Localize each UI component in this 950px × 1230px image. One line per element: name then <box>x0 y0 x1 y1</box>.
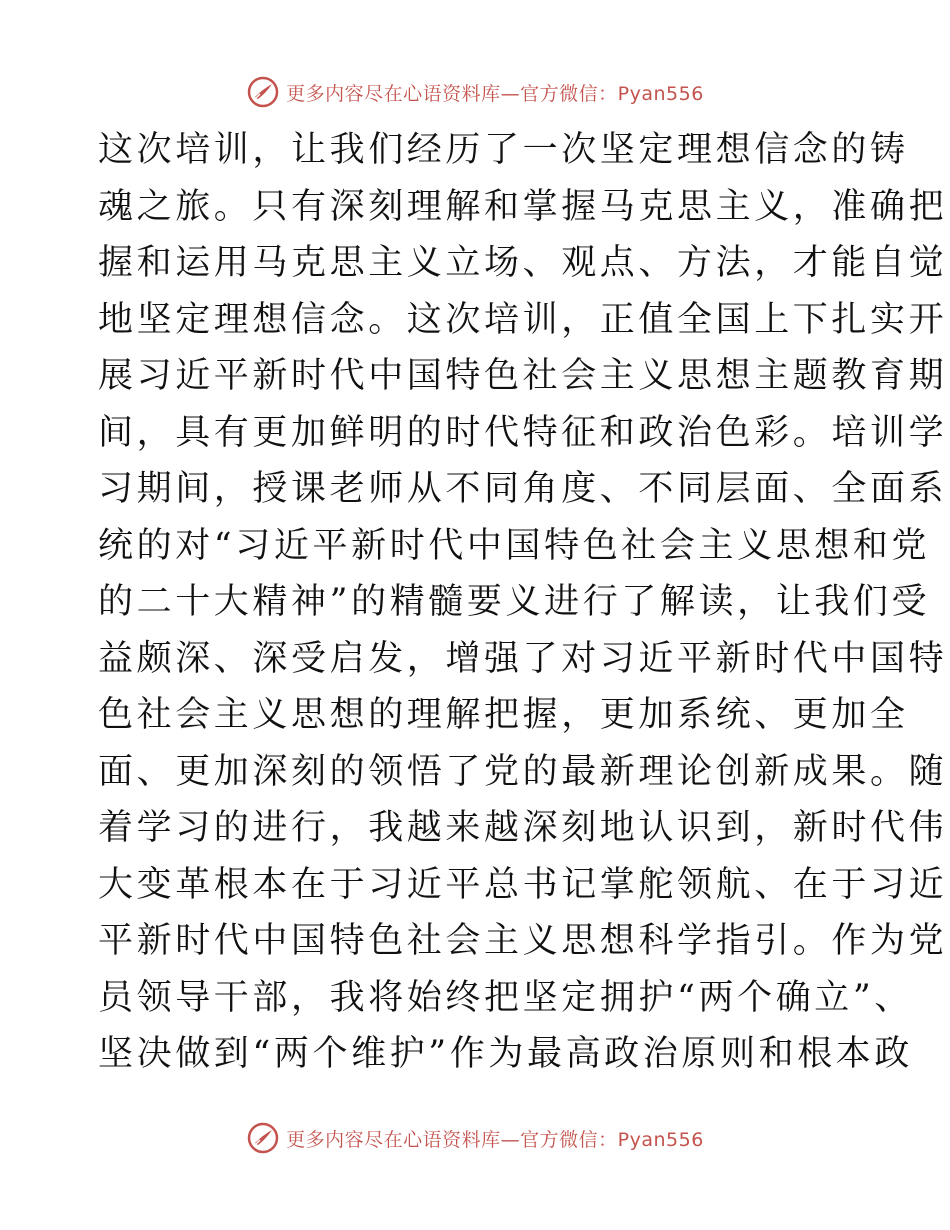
text-line: 平新时代中国特色社会主义思想科学指引。作为党 <box>98 921 948 961</box>
text-line: 习期间，授课老师从不同角度、不同层面、全面系 <box>98 469 948 509</box>
text-line: 地坚定理想信念。这次培训，正值全国上下扎实开 <box>98 299 948 340</box>
text-line: 益颇深、深受启发，增强了对习近平新时代中国特 <box>98 638 948 679</box>
text-line: 坚决做到“两个维护”作为最高政治原则和根本政 <box>98 1034 913 1074</box>
text-line: 员领导干部，我将始终把坚定拥护“两个确立”、 <box>98 977 913 1018</box>
text-line: 展习近平新时代中国特色社会主义思想主题教育期 <box>98 356 948 396</box>
footer-banner-text: 更多内容尽在心语资料库—官方微信：Pyan556 <box>286 1128 704 1151</box>
text-line: 的二十大精神”的精髓要义进行了解读，让我们受 <box>98 582 931 622</box>
text-line: 这次培训，让我们经历了一次坚定理想信念的铸 <box>98 130 909 170</box>
text-line: 着学习的进行，我越来越深刻地认识到，新时代伟 <box>98 808 948 848</box>
document-body <box>98 122 948 1083</box>
text-line: 大变革根本在于习近平总书记掌舵领航、在于习近 <box>98 864 948 905</box>
header-banner-text: 更多内容尽在心语资料库—官方微信：Pyan556 <box>286 82 704 105</box>
text-line: 色社会主义思想的理解把握，更加系统、更加全 <box>98 695 909 735</box>
book-quill-logo-icon <box>246 75 280 109</box>
book-quill-logo-icon <box>246 1121 280 1155</box>
text-line: 面、更加深刻的领悟了党的最新理论创新成果。随 <box>98 751 948 792</box>
text-line: 魂之旅。只有深刻理解和掌握马克思主义，准确把 <box>98 186 948 227</box>
text-line: 握和运用马克思主义立场、观点、方法，才能自觉 <box>98 243 948 283</box>
text-line: 统的对“习近平新时代中国特色社会主义思想和党 <box>98 525 931 566</box>
footer-banner <box>0 1118 950 1158</box>
text-line: 间，具有更加鲜明的时代特征和政治色彩。培训学 <box>98 412 948 453</box>
header-banner <box>0 72 950 112</box>
